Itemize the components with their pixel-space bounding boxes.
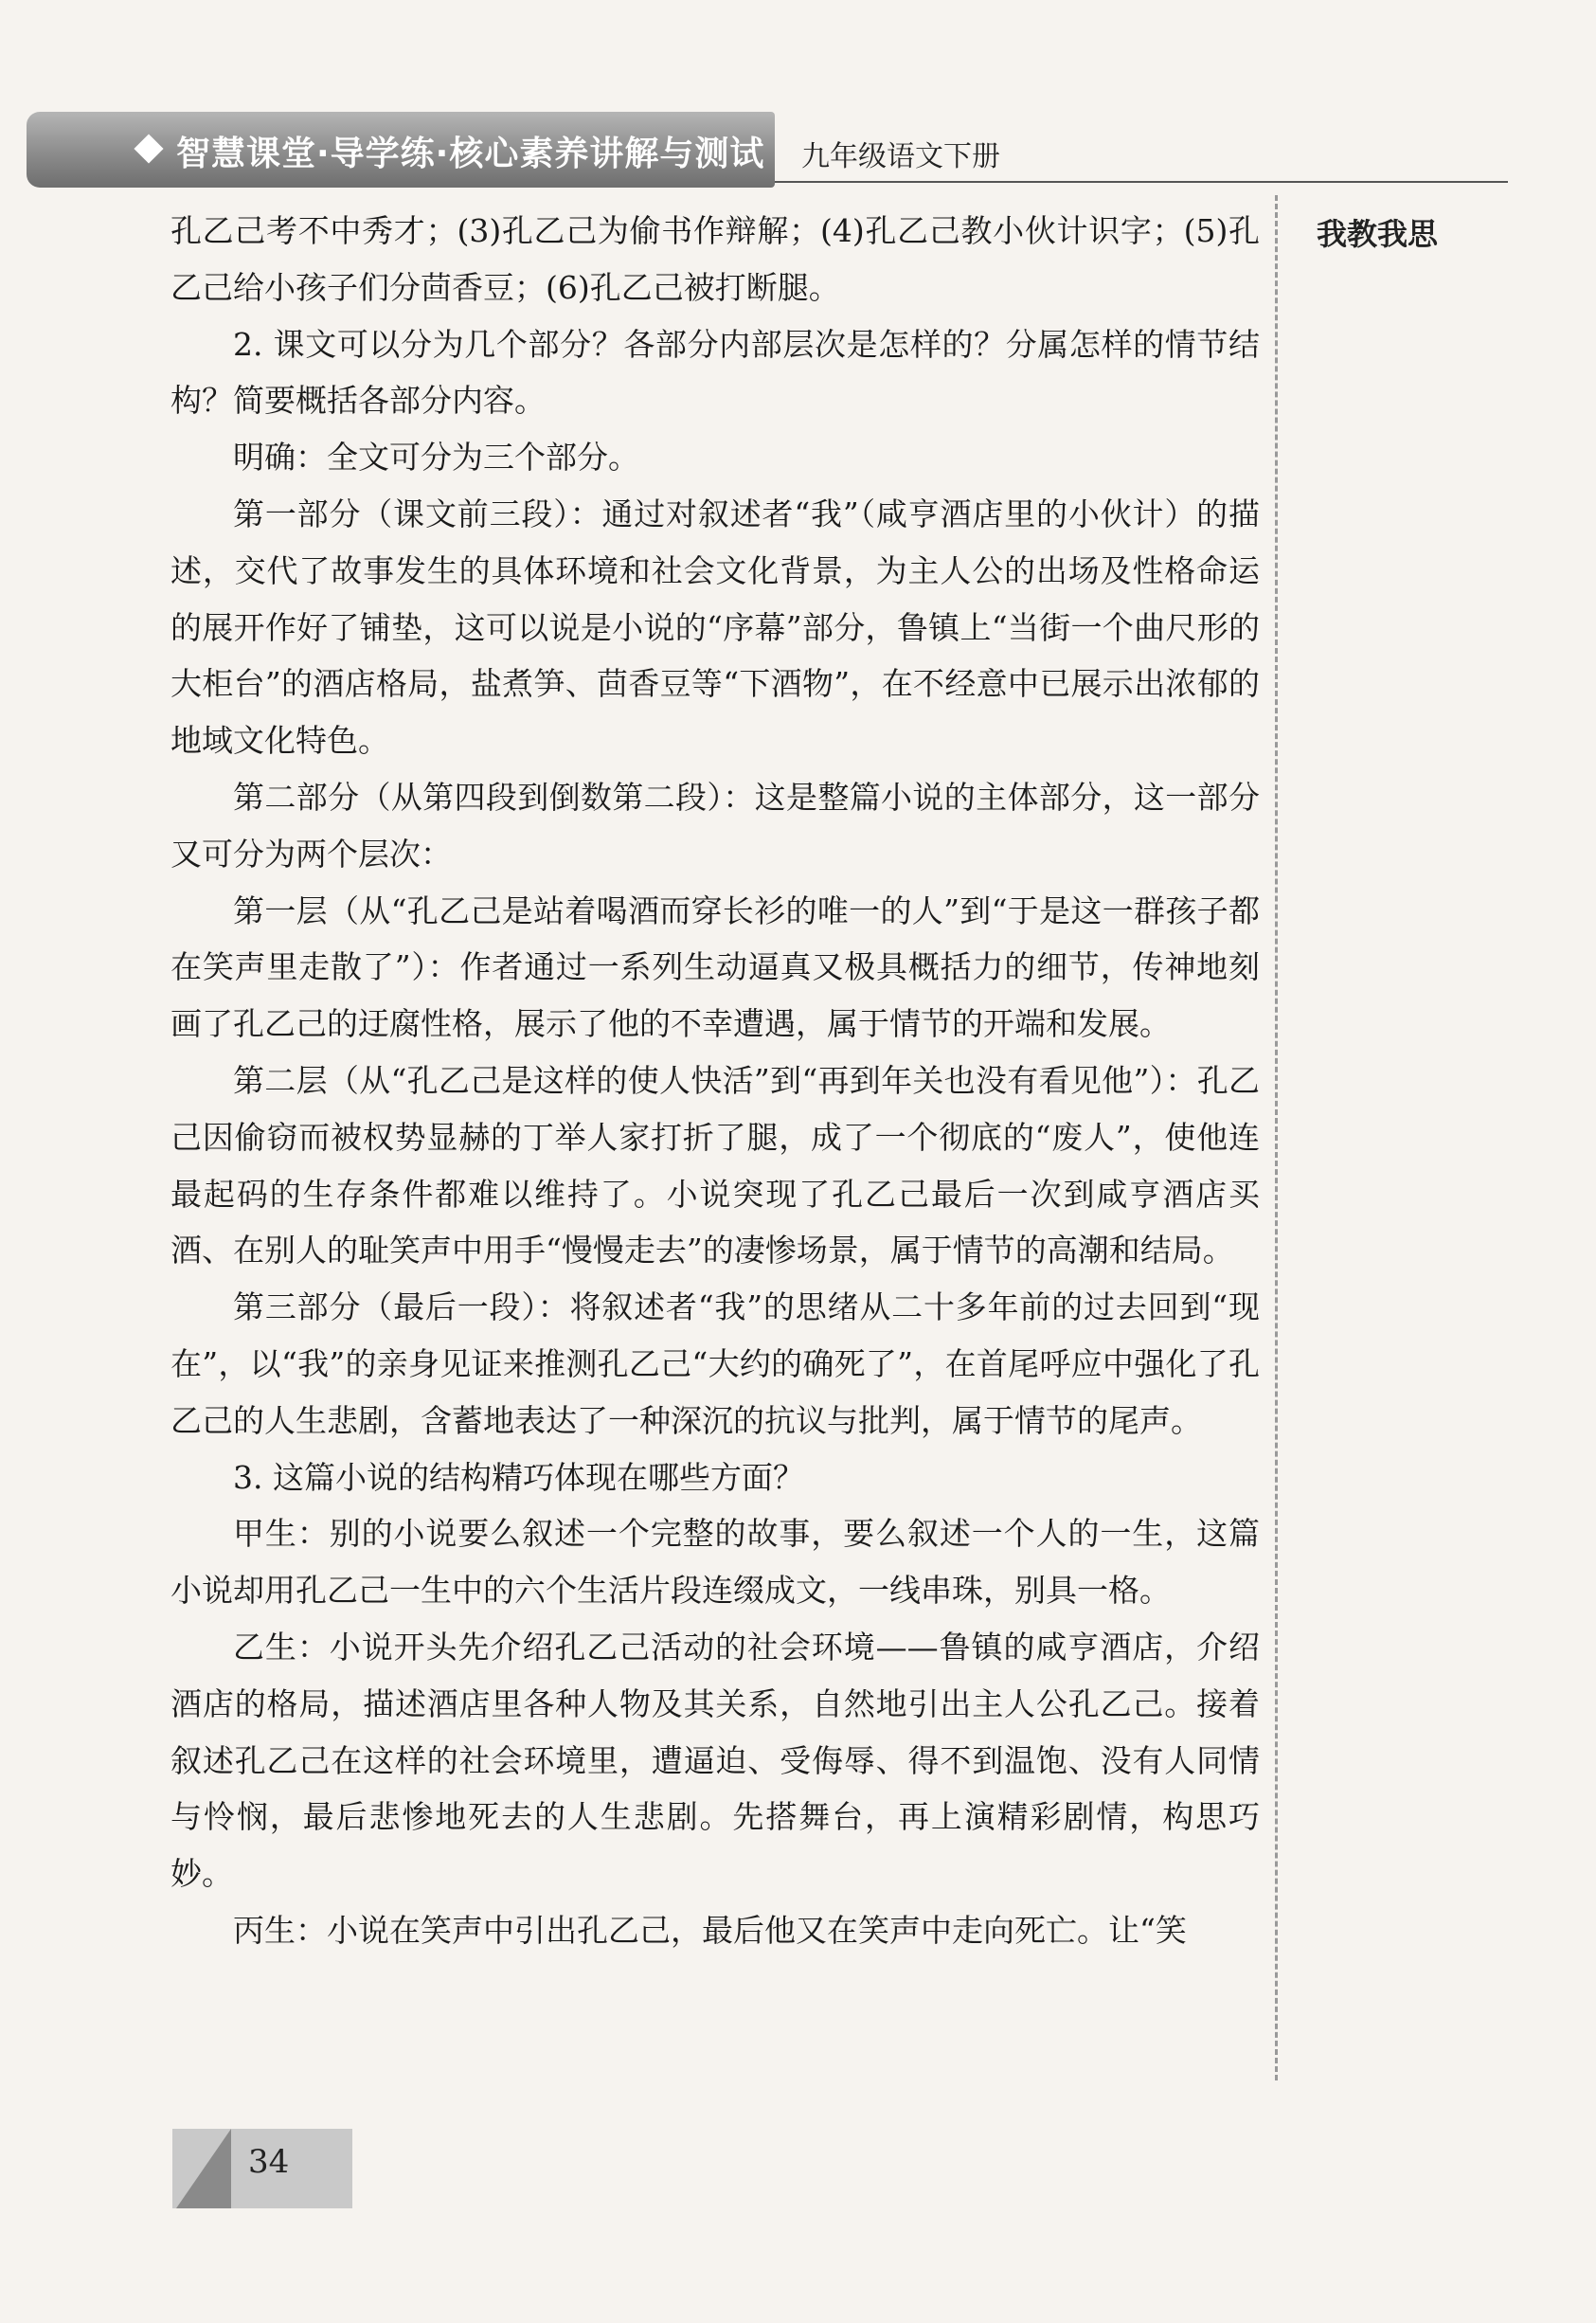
margin-divider bbox=[1275, 195, 1278, 2080]
paragraph: 丙生：小说在笑声中引出孔乙己，最后他又在笑声中走向死亡。让“笑 bbox=[233, 1911, 1187, 1949]
paragraph: 3. 这篇小说的结构精巧体现在哪些方面？ bbox=[233, 1458, 804, 1496]
paragraph: 第一部分（课文前三段）：通过对叙述者“我”（咸亨酒店里的小伙计）的描述，交代了故事发生的具体环境和社会文化背景，为主人公的出场及性格命运的展开作好了铺垫，这可以说是小说的“序幕”部分，鲁镇上“当街一个曲尺形的大柜台”的酒店格局，盐煮笋、茴香豆等“下酒物”，在不经意中已展示出浓郁的地域文化特色。 bbox=[170, 495, 1260, 760]
body-text bbox=[170, 203, 1260, 1959]
header-band bbox=[27, 112, 775, 188]
paragraph: 乙生：小说开头先介绍孔乙己活动的社会环境——鲁镇的咸亨酒店，介绍酒店的格局，描述酒店里各种人物及其关系，自然地引出主人公孔乙己。接着叙述孔乙己在这样的社会环境里，遭逼迫、受侮辱、得不到温饱、没有人同情与怜悯，最后悲惨地死去的人生悲剧。先搭舞台，再上演精彩剧情，构思巧妙。 bbox=[170, 1628, 1260, 1893]
paragraph: 第二部分（从第四段到倒数第二段）：这是整篇小说的主体部分，这一部分又可分为两个层次： bbox=[170, 778, 1260, 873]
diamond-icon bbox=[134, 134, 163, 163]
page-number: 34 bbox=[248, 2143, 290, 2181]
paragraph: 第一层（从“孔乙己是站着喝酒而穿长衫的唯一的人”到“于是这一群孩子都在笑声里走散了”）：作者通过一系列生动逼真又极具概括力的细节，传神地刻画了孔乙己的迂腐性格，展示了他的不幸遭遇，属于情节的开端和发展。 bbox=[170, 891, 1260, 1043]
paragraph: 第三部分（最后一段）：将叙述者“我”的思绪从二十多年前的过去回到“现在”，以“我”的亲身见证来推测孔乙己“大约的确死了”，在首尾呼应中强化了孔乙己的人生悲剧，含蓄地表达了一种深沉的抗议与批判，属于情节的尾声。 bbox=[170, 1288, 1260, 1439]
paragraph: 明确：全文可分为三个部分。 bbox=[233, 439, 639, 477]
side-note-heading: 我教我思 bbox=[1317, 216, 1439, 252]
paragraph: 第二层（从“孔乙己是这样的使人快活”到“再到年关也没有看见他”）：孔乙己因偷窃而被权势显赫的丁举人家打折了腿，成了一个彻底的“废人”，使他连最起码的生存条件都难以维持了。小说突现了孔乙己最后一次到咸亨酒店买酒、在别人的耻笑声中用手“慢慢走去”的凄惨场景，属于情节的高潮和结局。 bbox=[170, 1061, 1260, 1270]
paragraph: 甲生：别的小说要么叙述一个完整的故事，要么叙述一个人的一生，这篇小说却用孔乙己一生中的六个生活片段连缀成文，一线串珠，别具一格。 bbox=[170, 1515, 1260, 1610]
grade-label: 九年级语文下册 bbox=[801, 140, 1000, 173]
book-series-title: 智慧课堂·导学练·核心素养讲解与测试 bbox=[176, 135, 765, 173]
header-rule bbox=[775, 181, 1508, 183]
paragraph: 孔乙己考不中秀才；(3)孔乙己为偷书作辩解；(4)孔乙己教小伙计识字；(5)孔乙己给小孩子们分茴香豆；(6)孔乙己被打断腿。 bbox=[170, 212, 1260, 306]
paragraph: 2. 课文可以分为几个部分？各部分内部层次是怎样的？分属怎样的情节结构？简要概括各部分内容。 bbox=[170, 325, 1260, 420]
page-corner-decoration bbox=[176, 2129, 231, 2208]
